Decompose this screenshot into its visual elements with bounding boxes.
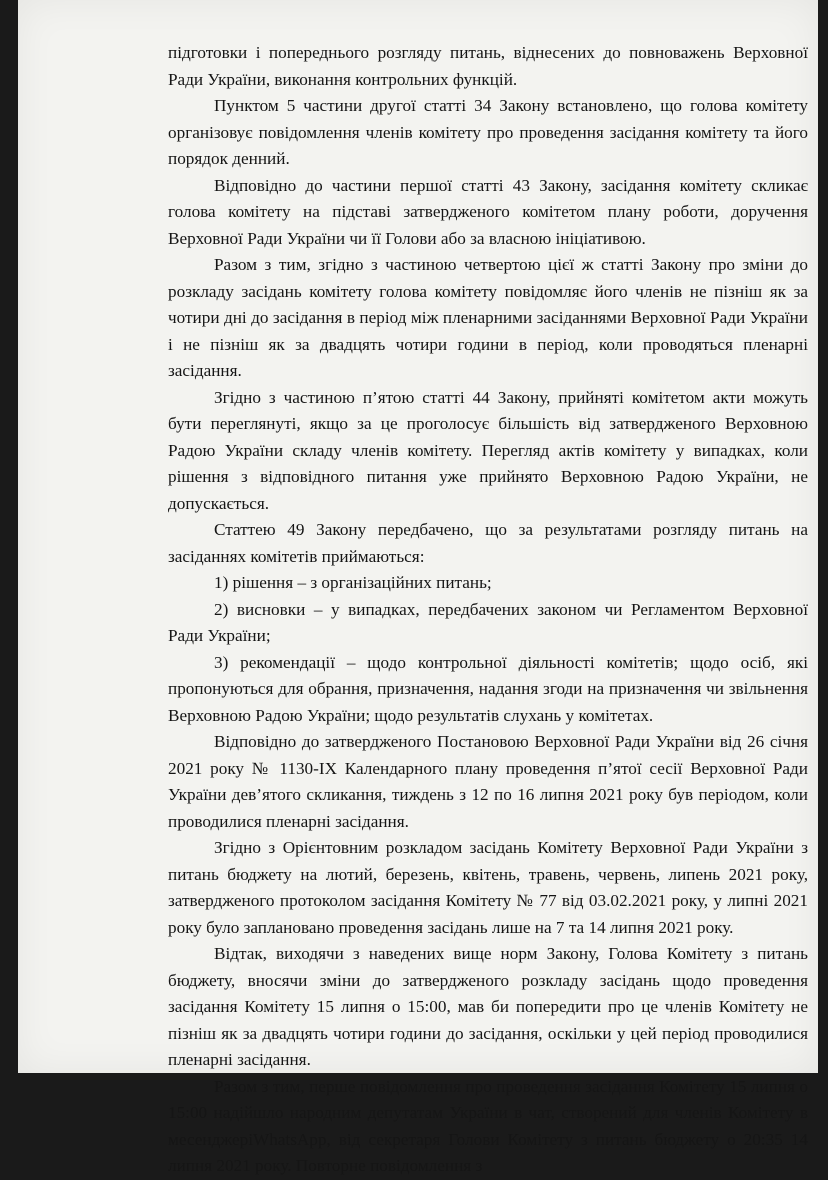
paragraph: Відповідно до частини першої статті 43 Закону, засідання комітету скликає голова комітету на підставі затвердженого комітетом плану роботи, доручення Верховної Ради України чи її Голови або за власною ініціативою.: [168, 175, 808, 248]
document-page: [18, 0, 818, 1175]
document-body: [168, 40, 808, 1180]
list-item: 2) висновки – у випадках, передбачених законом чи Регламентом Верховної Ради України;: [168, 599, 808, 645]
list-item: 1) рішення – з організаційних питань;: [214, 573, 492, 592]
paragraph: Разом з тим, згідно з частиною четвертою цієї ж статті Закону про зміни до розкладу засідань комітету голова комітету повідомляє його членів не пізніш як за чотири дні до засідання в період між пленарними засіданнями Верховної Ради України і не пізніш як за двадцять чотири години в період, коли проводяться пленарні засідання.: [168, 255, 808, 380]
paragraph: Згідно з частиною п’ятою статті 44 Закону, прийняті комітетом акти можуть бути переглянуті, якщо за це проголосує більшість від затвердженого Верховною Радою України складу членів комітету. Перегляд актів комітету у випадках, коли рішення з відповідного питання уже прийнято Верховною Радою України, не допускається.: [168, 387, 808, 513]
list-item: 3) рекомендації – щодо контрольної діяльності комітетів; щодо осіб, які пропонуються для обрання, призначення, надання згоди на призначення чи звільнення Верховною Радою України; щодо результатів слухань у комітетах.: [168, 652, 808, 725]
paragraph: Пунктом 5 частини другої статті 34 Закону встановлено, що голова комітету організовує повідомлення членів комітету про проведення засідання комітету та його порядок денний.: [168, 96, 808, 168]
paragraph: Згідно з Орієнтовним розкладом засідань Комітету Верховної Ради України з питань бюджету на лютий, березень, квітень, травень, червень, липень 2021 року, затвердженого протоколом засідання Комітету № 77 від 03.02.2021 року, у липні 2021 року було заплановано проведення засідань лише на 7 та 14 липня 2021 року.: [168, 838, 808, 937]
paragraph-continuation: підготовки і попереднього розгляду питань, віднесених до повноважень Верховної Ради України, виконання контрольних функцій.: [168, 43, 808, 89]
paragraph: Разом з тим, перше повідомлення про проведення засідання Комітету 15 липня о 15:00 надійшло народним депутатам України в чат, створений для членів Комітету в месенджеріWhatsApp, від секретаря Голови Комітету з питань бюджету о 20:35 14 липня 2021 року. Повторне повідомлення з: [168, 1076, 808, 1175]
paragraph: Відтак, виходячи з наведених вище норм Закону, Голова Комітету з питань бюджету, вносячи зміни до затвердженого розкладу засідань щодо проведення засідання Комітету 15 липня о 15:00, мав би попередити про це членів Комітету не пізніш як за двадцять чотири години до засідання, оскільки у цей період проводилися пленарні засідання.: [168, 944, 808, 1069]
paragraph: Відповідно до затвердженого Постановою Верховної Ради України від 26 січня 2021 року № 1130-IX Календарного плану проведення п’ятої сесії Верховної Ради України дев’ятого скликання, тиждень з 12 по 16 липня 2021 року був періодом, коли проводилися пленарні засідання.: [168, 732, 808, 831]
paragraph: Статтею 49 Закону передбачено, що за результатами розгляду питань на засіданнях комітетів приймаються:: [168, 520, 808, 566]
